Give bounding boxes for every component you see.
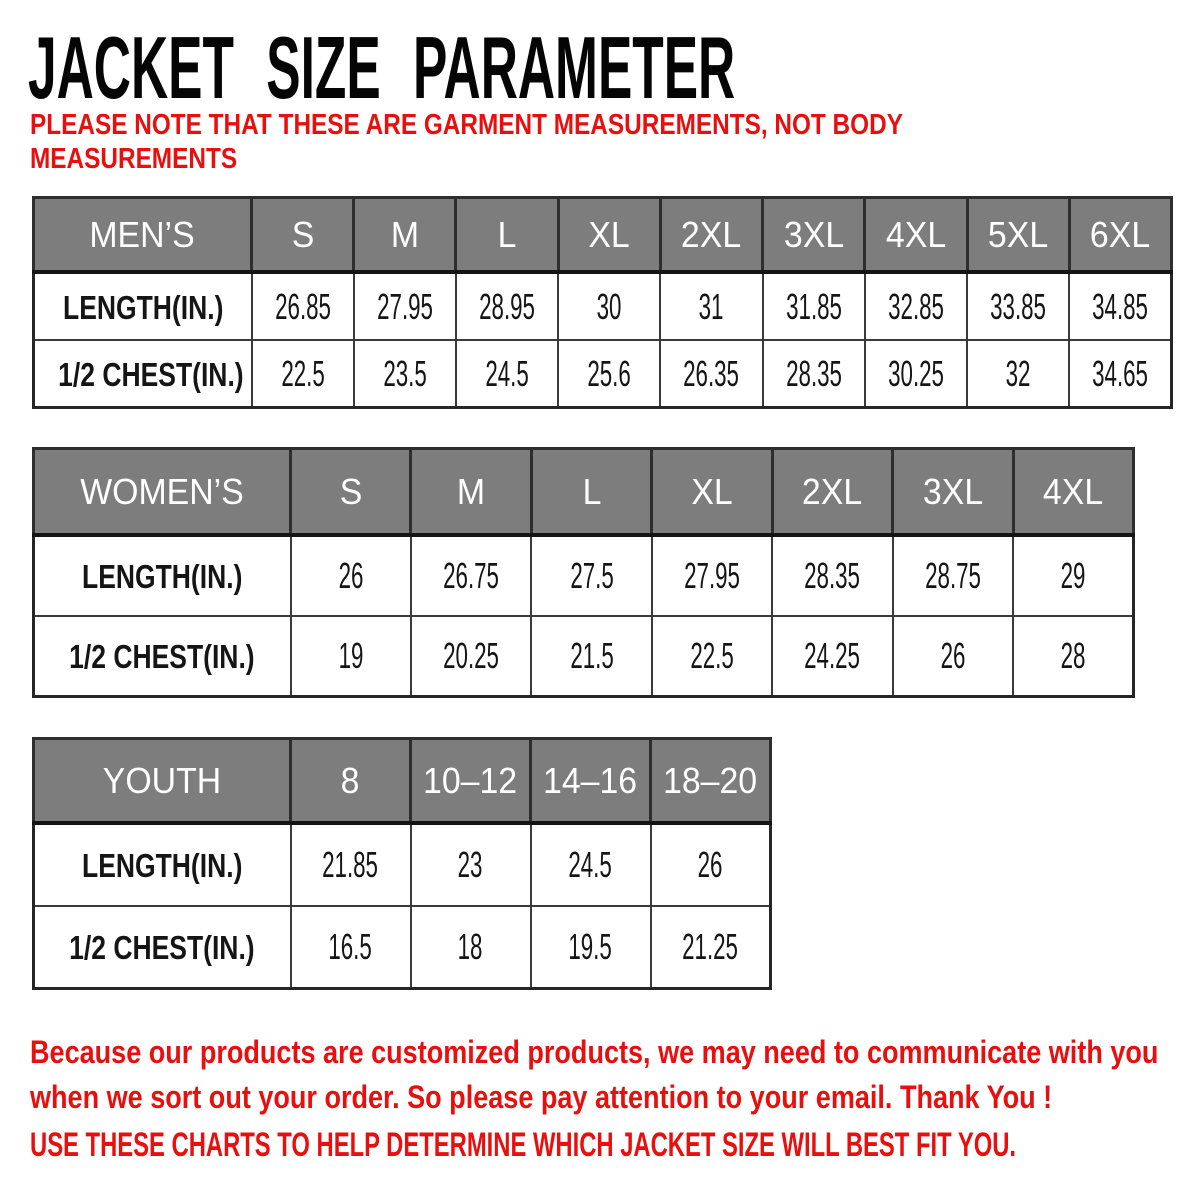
womens-size-header [772,449,892,536]
value-cell [531,535,651,616]
header-cell-text: L [497,213,517,255]
value-text: 34.85 [1092,285,1149,327]
value-text: 21.85 [322,844,379,885]
value-text: 22.5 [690,635,734,676]
mens-measurement-row [34,340,1172,408]
mens-size-header [763,198,865,273]
row-label-text: 1/2 CHEST(IN.) [69,930,255,967]
header-cell-text: 4XL [1043,470,1104,512]
value-cell [531,906,651,989]
value-cell [291,906,411,989]
value-cell [865,340,967,408]
header-cell-text: 2XL [802,470,863,512]
value-cell [411,616,531,697]
mens-size-header [252,198,354,273]
row-label [34,272,252,340]
womens-measurement-row [34,535,1134,616]
row-label-text: LENGTH(IN.) [82,559,243,596]
customization-note [30,1030,1200,1120]
value-text: 19.5 [568,926,613,967]
header-cell-text: MEN’S [89,213,196,255]
value-text: 25.6 [587,352,631,394]
youth-size-header [291,739,411,824]
womens-size-header [291,449,411,536]
header-cell-text: S [339,470,362,512]
value-text: 21.25 [682,926,739,967]
womens-measurement-row [34,616,1134,697]
row-label [34,906,291,989]
value-text: 29 [1060,555,1086,596]
mens-size-header [558,198,660,273]
value-text: 16.5 [328,926,373,967]
header-cell-text: 3XL [783,213,844,255]
value-cell [967,340,1069,408]
value-text: 24.5 [485,352,529,394]
value-cell [1013,535,1133,616]
header-cell-text: 8 [341,759,360,801]
mens-size-header [354,198,456,273]
value-cell [652,616,772,697]
value-cell [772,535,892,616]
womens-size-header [652,449,772,536]
row-label [34,616,291,697]
header-cell-text: 10–12 [423,759,518,801]
value-text: 22.5 [280,352,325,394]
value-cell [772,616,892,697]
value-cell [651,823,771,906]
value-text: 26 [338,555,364,596]
value-text: 33.85 [990,285,1047,327]
value-text: 31 [699,285,724,327]
row-label-text: LENGTH(IN.) [82,848,243,885]
value-text: 28.95 [479,285,535,327]
value-cell [1013,616,1133,697]
mens-measurement-row [34,272,1172,340]
header-cell-text: M [390,213,419,255]
header-cell-text: L [582,470,601,512]
value-cell [252,272,354,340]
fit-tagline [30,1126,1200,1165]
value-cell [291,823,411,906]
youth-size-header [411,739,531,824]
value-text: 23 [458,844,483,885]
mens-size-header [865,198,967,273]
youth-header-row [34,739,771,824]
value-cell [456,340,558,408]
value-cell [411,823,531,906]
page-title-text: JACKET SIZE PARAMETER [28,18,736,117]
value-text: 32.85 [887,285,944,327]
value-cell [411,535,531,616]
value-cell [651,906,771,989]
row-label [34,340,252,408]
row-label-text: 1/2 CHEST(IN.) [69,639,255,676]
header-cell-text: 6XL [1090,213,1151,255]
row-label [34,823,291,906]
youth-size-header [531,739,651,824]
youth-size-table [32,737,772,990]
value-text: 26 [940,635,966,676]
value-cell [291,616,411,697]
value-text: 28.35 [804,555,861,596]
header-cell-text: S [291,213,314,255]
value-cell [763,340,865,408]
youth-measurement-row [34,906,771,989]
value-text: 28.75 [924,555,981,596]
header-cell-text: 14–16 [543,759,638,801]
value-text: 30.25 [887,352,944,394]
mens-header-row [34,198,1172,273]
customization-note-line1: Because our products are customized products, we may need to communicate with you [30,1034,1159,1070]
youth-table-title [34,739,291,824]
header-cell-text: YOUTH [102,759,222,801]
header-cell-text: 4XL [885,213,947,255]
value-cell [893,535,1013,616]
value-cell [1069,272,1171,340]
value-text: 28 [1060,635,1086,676]
value-text: 18 [458,926,483,967]
value-cell [558,340,660,408]
fit-tagline-text: USE THESE CHARTS TO HELP DETERMINE WHICH JACKET SIZE WILL BEST FIT YOU. [30,1126,1017,1164]
value-text: 23.5 [383,352,427,394]
value-cell [660,272,762,340]
header-cell-text: WOMEN’S [80,470,244,512]
value-text: 19 [338,635,364,676]
value-cell [893,616,1013,697]
value-text: 27.95 [376,285,433,327]
value-text: 24.5 [568,844,613,885]
value-cell [763,272,865,340]
value-cell [411,906,531,989]
womens-size-header [411,449,531,536]
value-text: 26.35 [683,352,740,394]
mens-size-table [32,196,1173,409]
mens-size-header [660,198,762,273]
value-cell [531,616,651,697]
value-cell [291,535,411,616]
value-cell [354,340,456,408]
womens-size-header [531,449,651,536]
value-text: 27.5 [569,555,614,596]
value-text: 31.85 [785,285,842,327]
header-cell-text: XL [691,470,733,512]
youth-measurement-row [34,823,771,906]
row-label-text: 1/2 CHEST(IN.) [58,356,244,394]
value-cell [354,272,456,340]
mens-size-header [967,198,1069,273]
header-cell-text: 5XL [988,213,1049,255]
value-text: 34.65 [1092,352,1149,394]
value-text: 28.35 [785,352,842,394]
value-text: 24.25 [804,635,861,676]
womens-size-table [32,447,1135,698]
womens-header-row [34,449,1134,536]
value-cell [252,340,354,408]
row-label [34,535,291,616]
value-cell [456,272,558,340]
value-cell [531,823,651,906]
youth-size-header [651,739,771,824]
womens-size-header [1013,449,1133,536]
value-cell [967,272,1069,340]
header-cell-text: M [457,470,486,512]
value-text: 26.85 [274,285,331,327]
header-cell-text: XL [588,213,630,255]
value-text: 32 [1005,352,1031,394]
garment-measurement-note [30,108,1069,176]
value-text: 27.95 [684,555,740,596]
value-text: 26 [697,844,723,885]
mens-size-header [456,198,558,273]
header-cell-text: 18–20 [663,759,758,801]
value-cell [558,272,660,340]
mens-size-header [1069,198,1171,273]
garment-note-line2: MEASUREMENTS [30,143,238,175]
womens-table-title [34,449,291,536]
value-text: 21.5 [569,635,614,676]
value-cell [652,535,772,616]
header-cell-text: 2XL [681,213,742,255]
value-text: 20.25 [443,635,500,676]
value-cell [660,340,762,408]
row-label-text: LENGTH(IN.) [62,289,223,327]
value-text: 26.75 [443,555,500,596]
value-text: 30 [596,285,622,327]
garment-note-line1: PLEASE NOTE THAT THESE ARE GARMENT MEASUREMENTS, NOT BODY [30,109,903,141]
header-cell-text: 3XL [922,470,983,512]
mens-table-title [34,198,252,273]
value-cell [1069,340,1171,408]
page-title [28,18,1200,117]
value-cell [865,272,967,340]
customization-note-line2: when we sort out your order. So please pay attention to your email. Thank You ! [30,1079,1053,1115]
womens-size-header [893,449,1013,536]
